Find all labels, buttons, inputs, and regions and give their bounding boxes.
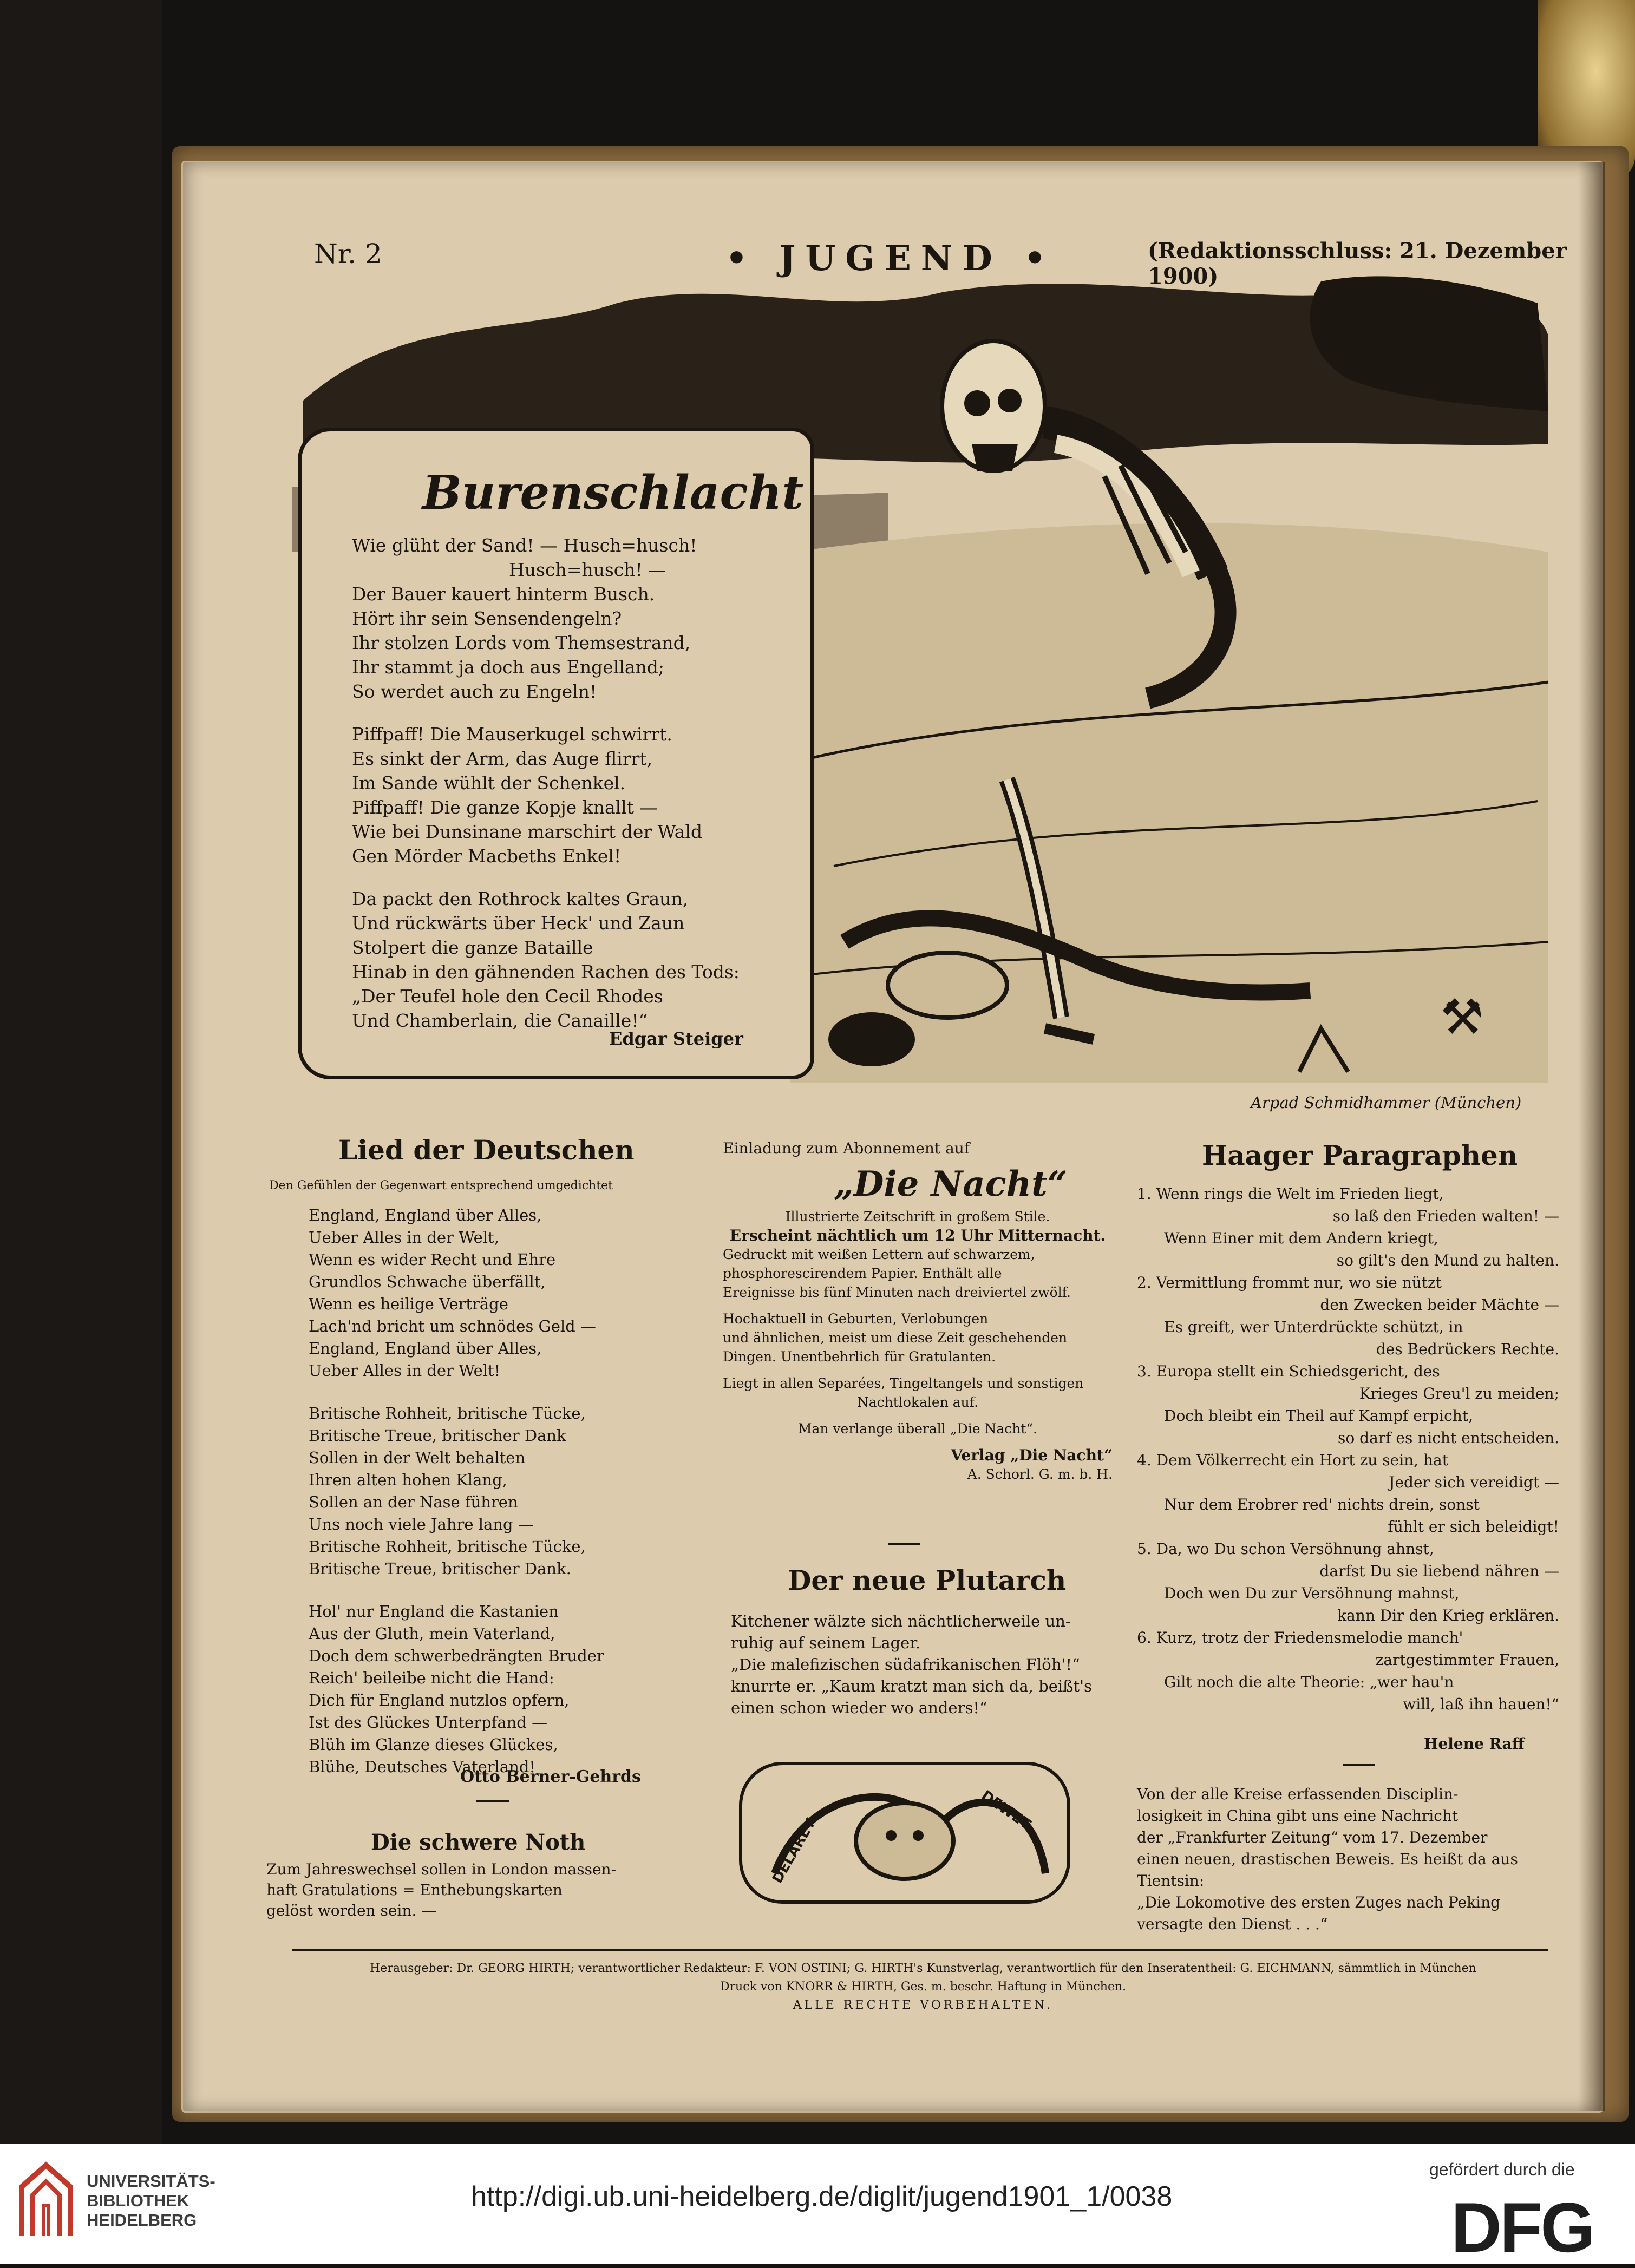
poem-line: Stolpert die ganze Bataille [352,937,593,958]
university-name-line: UNIVERSITÄTS- [87,2172,215,2191]
poem-line: Und rückwärts über Heck' und Zaun [352,913,685,934]
plutarch-line: ruhig auf seinem Lager. [731,1634,921,1652]
nacht-title: „Die Nacht“ [834,1164,1068,1204]
lied-line: Britische Rohheit, britische Tücke, [309,1404,586,1423]
nacht-line: Dingen. Unentbehrlich für Gratulanten. [723,1349,996,1365]
haag-line: Wenn Einer mit dem Andern kriegt, [1164,1229,1438,1247]
haag-line: Gilt noch die alte Theorie: „wer hau'n [1164,1673,1454,1691]
lied-line: Blüh im Glanze dieses Glückes, [309,1735,558,1754]
page-gutter-shadow [1578,162,1605,2111]
university-name-line: HEIDELBERG [87,2211,197,2230]
imprint [292,1959,1554,2015]
poem-line: Gen Mörder Macbeths Enkel! [352,845,622,867]
poem-line: Und Chamberlain, die Canaille!“ [352,1010,648,1031]
cartoon-label-dewet: DEWET [978,1787,1034,1833]
poem-line: Es sinkt der Arm, das Auge flirrt, [352,748,653,769]
nacht-intro: Einladung zum Abonnement auf [723,1139,970,1157]
poem-author: Edgar Steiger [609,1028,743,1049]
haag-line: zartgestimmter Frauen, [1375,1651,1559,1669]
haag-line: Doch bleibt ein Theil auf Kampf erpicht, [1164,1407,1473,1425]
haag-line: 6. Kurz, trotz der Friedensmelodie manch' [1137,1629,1463,1647]
poem-line: Hört ihr sein Sensendengeln? [352,608,622,629]
permalink-url[interactable]: http://digi.ub.uni-heidelberg.de/diglit/jugend1901_1/0038 [471,2181,1173,2212]
nacht-line: Illustrierte Zeitschrift in großem Stile. [785,1209,1050,1224]
poem-text [352,533,774,1033]
lied-line: Ist des Glückes Unterpfand — [309,1713,548,1732]
plutarch-title: Der neue Plutarch [788,1564,1067,1596]
haag-line: fühlt er sich beleidigt! [1388,1518,1559,1536]
lied-line: Hol' nur England die Kastanien [309,1602,559,1621]
lied-line: Dich für England nutzlos opfern, [309,1691,570,1709]
poem-line: „Der Teufel hole den Cecil Rhodes [352,986,663,1007]
poem-line: Piffpaff! Die ganze Kopje knallt — [352,797,658,818]
china-line: losigkeit in China gibt uns eine Nachricht [1137,1807,1459,1825]
china-text [1137,1784,1559,1935]
lied-line: Grundlos Schwache überfällt, [309,1273,546,1291]
nacht-publisher: Verlag „Die Nacht“ [951,1446,1113,1464]
noth-line: Zum Jahreswechsel sollen in London massen- [266,1860,617,1878]
haag-author: Helene Raff [1424,1735,1525,1753]
imprint-line: ALLE RECHTE VORBEHALTEN. [793,1998,1054,2012]
haag-line: 2. Vermittlung frommt nur, wo sie nützt [1137,1274,1442,1292]
divider [888,1543,920,1545]
lied-line: Reich' beileibe nicht die Hand: [309,1669,554,1687]
haag-line: 3. Europa stellt ein Schiedsgericht, des [1137,1362,1440,1380]
poem-line: Der Bauer kauert hinterm Busch. [352,584,655,605]
lied-title: Lied der Deutschen [338,1134,635,1166]
plutarch-text [731,1610,1121,1719]
lied-author: Otto Berner-Gehrds [460,1767,641,1786]
magazine-title: • JUGEND • [725,238,1056,279]
poem-line: Ihr stolzen Lords vom Themsestrand, [352,632,691,653]
issue-number: Nr. 2 [314,238,382,270]
lied-line: Britische Treue, britischer Dank. [309,1559,571,1578]
poem-title: Burenschlacht [422,466,804,520]
imprint-rule [292,1949,1548,1951]
nacht-line: phosphorescirendem Papier. Enthält alle [723,1266,1002,1281]
lied-line: Wenn es wider Recht und Ehre [309,1250,556,1269]
lied-line: Doch dem schwerbedrängten Bruder [309,1647,604,1665]
poem-line: Piffpaff! Die Mauserkugel schwirrt. [352,724,672,745]
plutarch-line: „Die malefizischen südafrikanischen Flöh'!“ [731,1655,1080,1674]
haag-line: Nur dem Erobrer red' nichts drein, sonst [1164,1496,1480,1513]
noth-line: haft Gratulations = Enthebungskarten [266,1881,563,1899]
nacht-line: Liegt in allen Separées, Tingeltangels und sonstigen [723,1375,1084,1391]
haag-line: Krieges Greu'l zu meiden; [1359,1385,1559,1402]
lied-line: Lach'nd bricht um schnödes Geld — [309,1317,596,1335]
university-logo-icon [16,2160,76,2241]
divider [476,1800,509,1802]
haag-line: 1. Wenn rings die Welt im Frieden liegt, [1137,1185,1444,1203]
lied-line: Aus der Gluth, mein Vaterland, [309,1624,555,1643]
poem-line: Ihr stammt ja doch aus Engelland; [352,657,665,678]
illustration-credit: Arpad Schmidhammer (München) [1251,1093,1522,1112]
poem-line: Im Sande wühlt der Schenkel. [352,772,626,794]
noth-title: Die schwere Noth [371,1830,586,1855]
poem-line: Hinab in den gähnenden Rachen des Tods: [352,961,740,982]
lied-line: Uns noch viele Jahre lang — [309,1515,534,1533]
lied-line: England, England über Alles, [309,1339,542,1358]
nacht-line: Man verlange überall „Die Nacht“. [797,1421,1038,1437]
haag-line: den Zwecken beider Mächte — [1320,1296,1559,1314]
lied-line: Ueber Alles in der Welt! [309,1361,501,1380]
nacht-line: Gedruckt mit weißen Lettern auf schwarzem, [723,1247,1035,1262]
noth-line: gelöst worden sein. — [266,1902,437,1919]
lied-line: Britische Treue, britischer Dank [309,1426,566,1445]
nacht-line: und ähnlichen, meist um diese Zeit geschehenden [723,1330,1068,1346]
haag-line: darfst Du sie liebend nähren — [1319,1562,1559,1580]
cartoon-label-delarey: DELAREY [769,1815,820,1886]
nacht-line: Hochaktuell in Geburten, Verlobungen [723,1311,989,1327]
haag-line: kann Dir den Krieg erklären. [1337,1607,1559,1624]
nacht-line: Nachtlokalen auf. [856,1394,979,1410]
haag-line: so darf es nicht entscheiden. [1338,1429,1559,1447]
china-line: der „Frankfurter Zeitung“ vom 17. Dezember [1137,1828,1488,1846]
plutarch-line: Kitchener wälzte sich nächtlicherweile un- [731,1612,1071,1630]
nacht-publisher-firm: A. Schorl. G. m. b. H. [967,1466,1113,1482]
haag-line: so laß den Frieden walten! — [1332,1207,1559,1225]
divider [1343,1764,1375,1766]
lied-line: Blühe, Deutsches Vaterland! [309,1758,536,1776]
haag-line: Jeder sich vereidigt — [1389,1473,1559,1491]
china-line: einen neuen, drastischen Beweis. Es heißt da aus [1137,1850,1518,1868]
nacht-ad-text [723,1207,1113,1484]
poem-line: Da packt den Rothrock kaltes Graun, [352,888,689,909]
haag-line: Doch wen Du zur Versöhnung mahnst, [1164,1584,1460,1602]
lied-line: Wenn es heilige Verträge [309,1295,508,1313]
nacht-line: Erscheint nächtlich um 12 Uhr Mitternacht. [729,1227,1106,1244]
imprint-line: Herausgeber: Dr. GEORG HIRTH; verantwortlicher Redakteur: F. VON OSTINI; G. HIRTH's Kunstverlag, verantwortlich für den Inseratentheil: G. EICHMANN, sämmtlich in München [370,1962,1476,1975]
china-line: versagte den Dienst . . .“ [1137,1915,1328,1933]
haag-line: 4. Dem Völkerrecht ein Hort zu sein, hat [1137,1451,1448,1469]
lied-line: England, England über Alles, [309,1206,542,1224]
haag-line: Es greift, wer Unterdrückte schützt, in [1164,1318,1463,1336]
funding-caption: gefördert durch die [1429,2160,1575,2179]
lied-subtitle: Den Gefühlen der Gegenwart entsprechend umgedichtet [269,1179,613,1192]
haag-line: 5. Da, wo Du schon Versöhnung ahnst, [1137,1540,1434,1558]
lied-line: Sollen an der Nase führen [309,1493,518,1511]
poem-line: So werdet auch zu Engeln! [352,681,597,702]
editorial-deadline: (Redaktionsschluss: 21. Dezember 1900) [1148,238,1567,289]
svg-text:⚒: ⚒ [1440,989,1484,1046]
haag-line: des Bedrückers Rechte. [1376,1340,1559,1358]
haag-text [1137,1183,1559,1715]
lied-text [309,1204,644,1778]
noth-text [266,1859,678,1921]
lied-line: Ihren alten hohen Klang, [309,1471,507,1489]
plutarch-line: einen schon wieder wo anders!“ [731,1699,987,1717]
poem-line: Husch=husch! — [509,559,666,580]
lied-line: Sollen in der Welt behalten [309,1448,526,1467]
nacht-line: Ereignisse bis fünf Minuten nach dreiviertel zwölf. [723,1284,1071,1300]
china-line: „Die Lokomotive des ersten Zuges nach Peking [1137,1893,1501,1911]
lied-line: Ueber Alles in der Welt, [309,1228,499,1247]
dfg-logo: DFG [1451,2188,1593,2267]
haag-line: so gilt's den Mund zu halten. [1336,1251,1559,1269]
imprint-line: Druck von KNORR & HIRTH, Ges. m. beschr. Haftung in München. [720,1980,1127,1994]
haag-title: Haager Paragraphen [1202,1139,1518,1171]
lied-line: Britische Rohheit, britische Tücke, [309,1537,586,1556]
plutarch-cartoon [739,1762,1070,1904]
china-line: Tientsin: [1137,1872,1205,1890]
poem-line: Wie glüht der Sand! — Husch=husch! [352,535,697,556]
university-name-line: BIBLIOTHEK [87,2191,189,2210]
plutarch-line: knurrte er. „Kaum kratzt man sich da, beißt's [731,1677,1093,1695]
digitization-footer [0,2144,1635,2267]
poem-line: Wie bei Dunsinane marschirt der Wald [352,821,703,842]
scan-background [0,0,162,2144]
haag-line: will, laß ihn hauen!“ [1403,1695,1559,1713]
university-name [87,2172,215,2230]
china-line: Von der alle Kreise erfassenden Disciplin- [1137,1785,1459,1803]
